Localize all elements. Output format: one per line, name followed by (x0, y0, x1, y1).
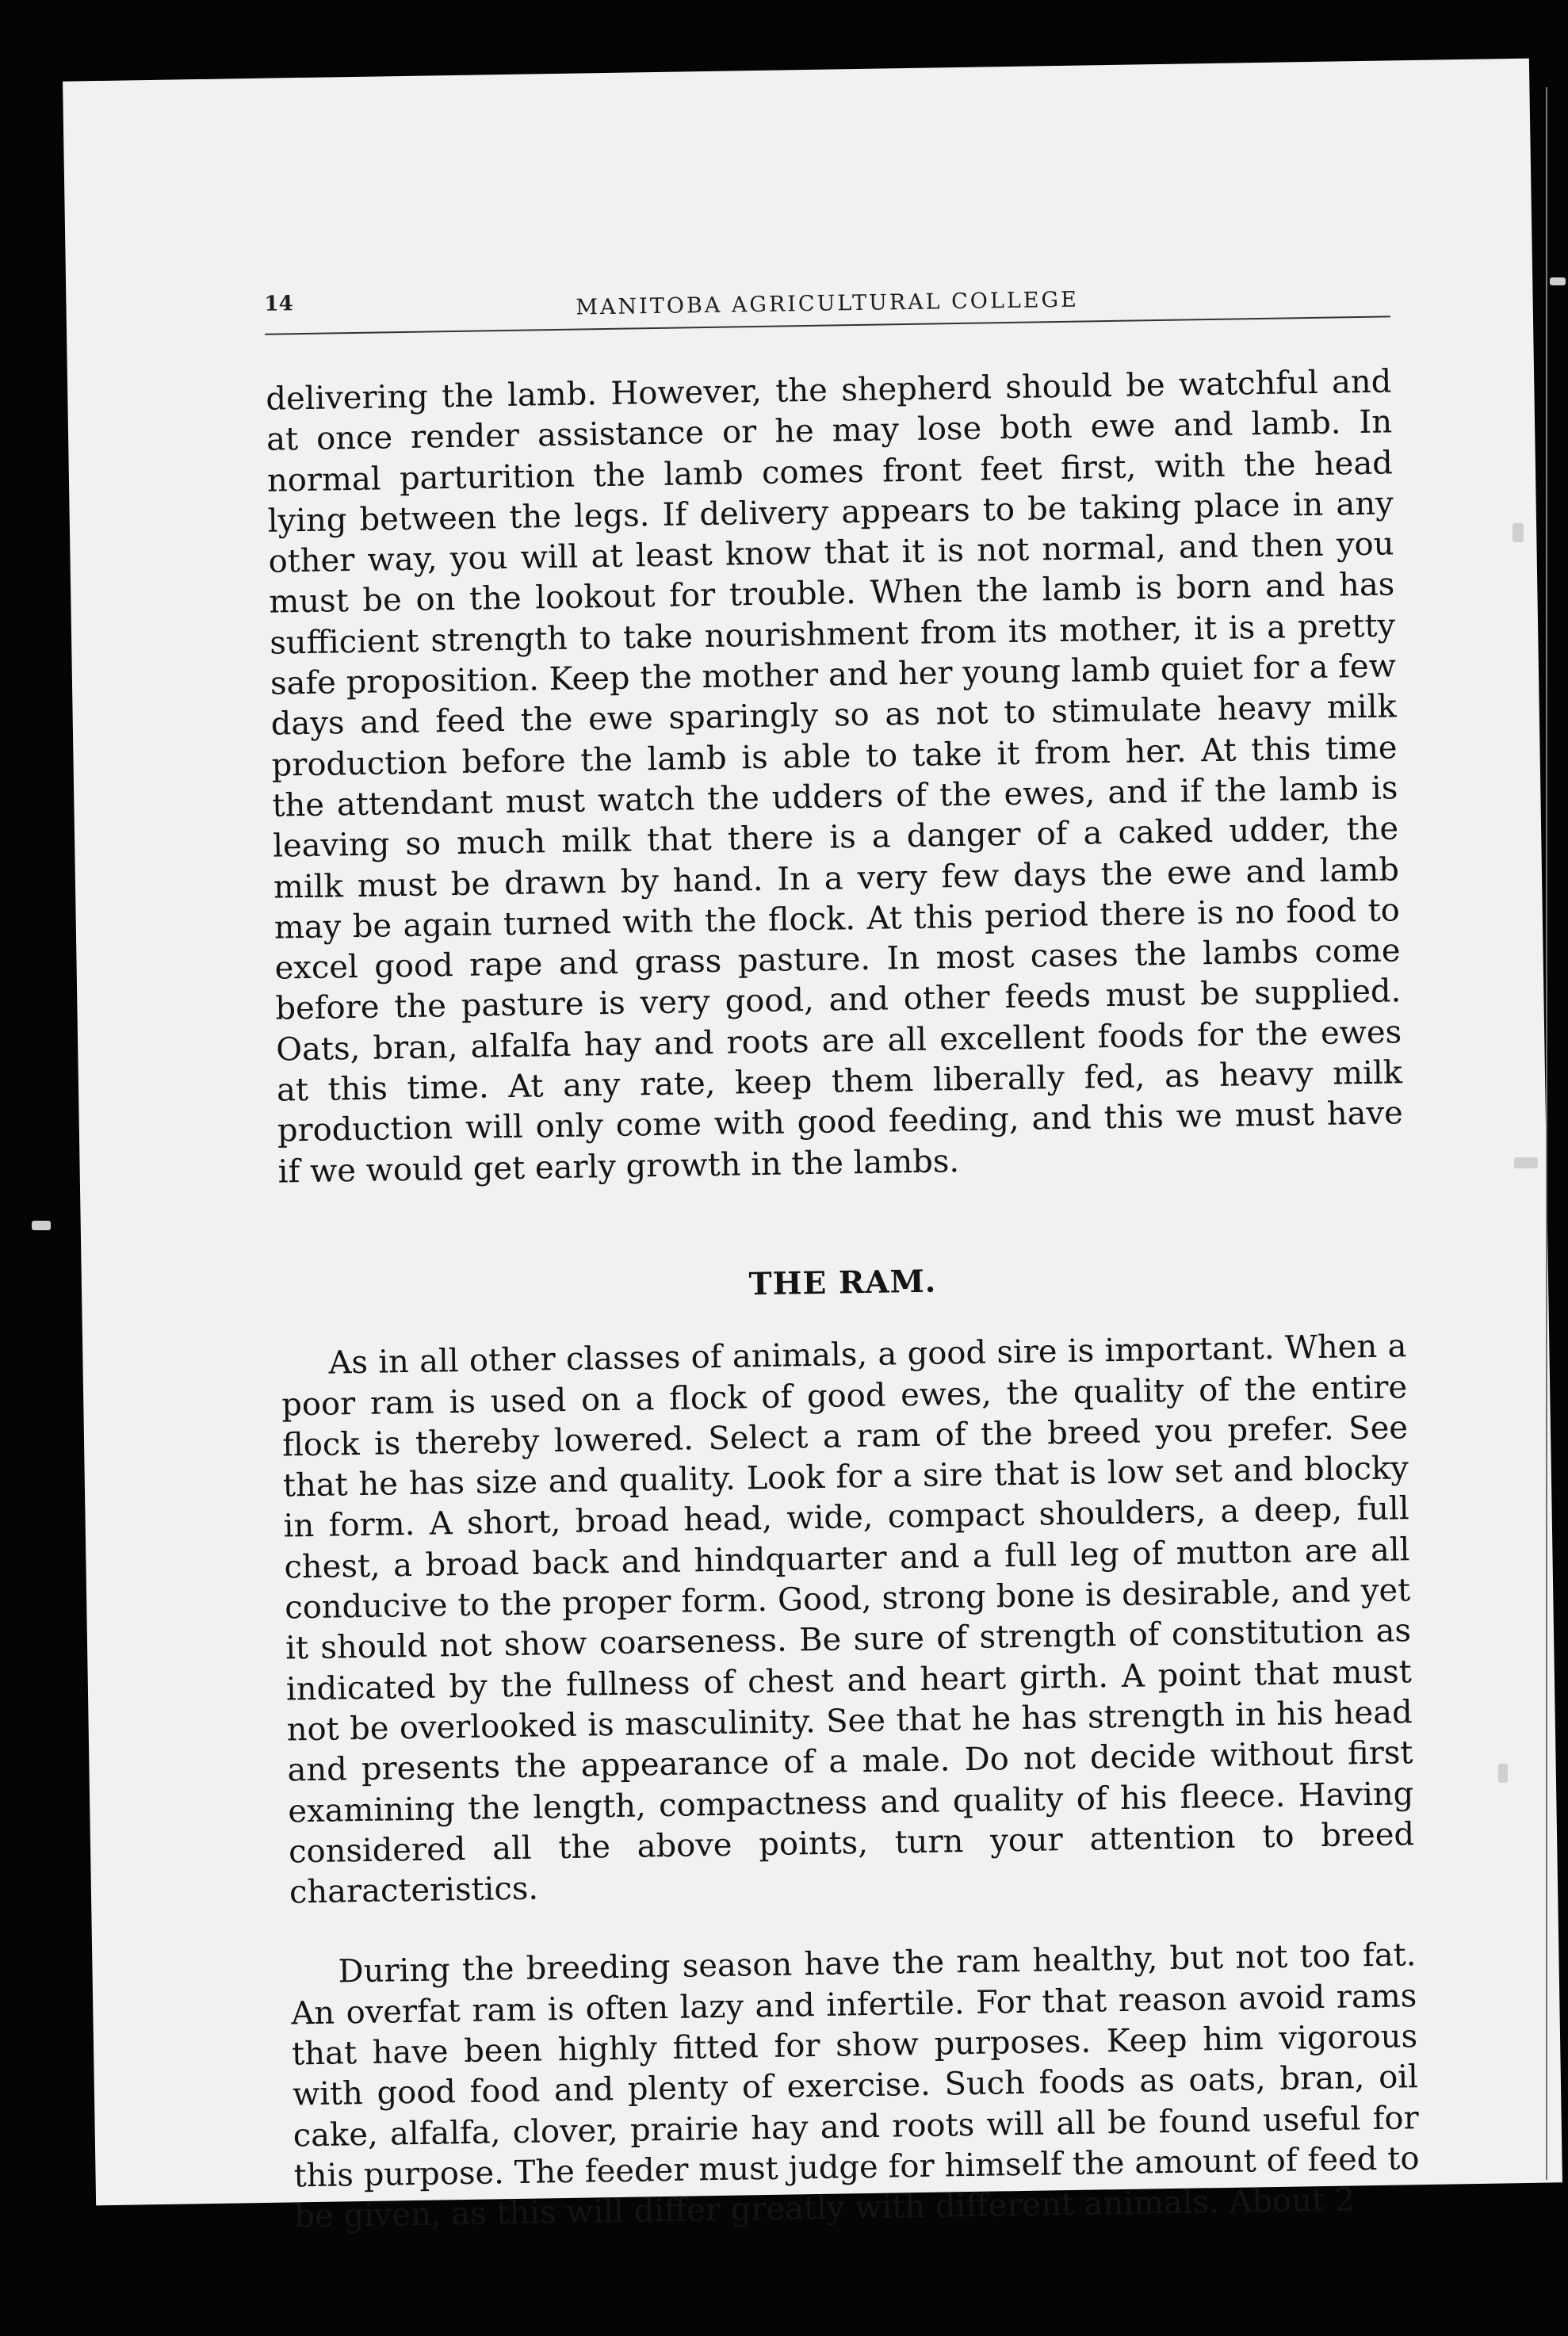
running-title: MANITOBA AGRICULTURAL COLLEGE (576, 287, 1080, 320)
body-text (266, 361, 1421, 2237)
scan-mark (1513, 523, 1524, 542)
scan-mark (1550, 277, 1566, 285)
scan-mark (32, 1221, 51, 1230)
book-page (63, 59, 1562, 2235)
adjacent-page-edge (1546, 87, 1547, 2180)
scan-mark (1498, 1764, 1508, 1783)
page-header (264, 274, 1390, 339)
paragraph-breeding-season: During the breeding season have the ram healthy, but not too fat. An overfat ram is often lazy and infertile. For that reason avoid rams that have been highly fitted for show purposes. Keep him vigorous with good food and plenty of exercise. Such foods as oats, bran, oil cake, alfalfa, clover, prairie hay and roots will all be found useful for this purpose. The feeder must judge for himself the amount of feed to be given, as this will differ greatly with different animals. About 2 (291, 1936, 1420, 2235)
paragraph-ram-selection: As in all other classes of animals, a good sire is important. When a poor ram is used on a flock of good ewes, the quality of the entire flock is thereby lowered. Select a ram of the breed you prefer. See that he has size and quality. Look for a sire that is low set and blocky in form. A short, broad head, wide, compact shoulders, a deep, full chest, a broad back and hindquarter and a full leg of mutton are all conducive to the proper form. Good, strong bone is desirable, and yet it should not show coarseness. Be sure of strength of constitution as indicated by the fullness of chest and heart girth. A point that must not be overlooked is masculinity. See that he has strength in his head and presents the appearance of a male. Do not decide without first examining the length, compactness and quality of his fleece. Having considered all the above points, turn your attention to breed characteristics. (281, 1328, 1415, 1911)
section-heading: THE RAM. (748, 1263, 937, 1303)
page-number: 14 (264, 292, 293, 316)
paragraph-lambing: delivering the lamb. However, the shepherd should be watchful and at once render assistance or he may lose both ewe and lamb. In normal parturition the lamb comes front feet first, with the head lying between the legs. If delivery appears to be taking place in any other way, you will at least know that it is not normal, and then you must be on the lookout for trouble. When the lamb is born and has sufficient strength to take nourishment from its mother, it is a pretty safe proposition. Keep the mother and her young lamb quiet for a few days and feed the ewe sparingly so as not to stimulate heavy milk production before the lamb is able to take it from her. At this time the attendant must watch the udders of the ewes, and if the lamb is leaving so much milk that there is a danger of a caked udder, the milk must be drawn by hand. In a very few days the ewe and lamb may be again turned with the flock. At this period there is no food to excel good rape and grass pasture. In most cases the lambs come before the pasture is very good, and other feeds must be supplied. Oats, bran, alfalfa hay and roots are all excellent foods for the ewes at this time. At any rate, keep them liberally fed, as heavy milk production will only come with good feeding, and this we must have if we would get early growth in the lambs. (266, 363, 1404, 1191)
scan-mark (1514, 1157, 1538, 1168)
